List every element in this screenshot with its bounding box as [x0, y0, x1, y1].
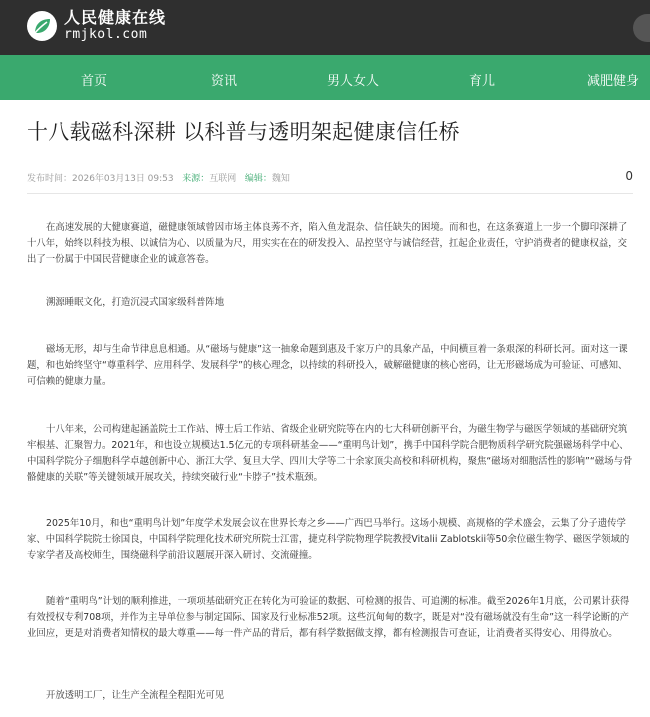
nav-item-parenting[interactable]: 育儿: [469, 74, 496, 89]
search-button[interactable]: [633, 14, 650, 42]
paragraph: 磁场无形，却与生命节律息息相通。从“磁场与健康”这一抽象命题到惠及千家万户的具象产品，中间横亘着一条艰深的科研长河。面对这一课题，和也始终坚守“尊重科学、应用科学、发展科学”的核心理念，以持续的科研投入，破解磁健康的核心密码，让无形磁场成为可验证、可感知、可信赖的健康力量。: [27, 344, 628, 387]
publish-time-label: 发布时间：: [27, 174, 73, 184]
source-label: 来源：: [182, 174, 210, 184]
source-value: 互联网: [209, 174, 237, 184]
paragraph: 2025年10月，和也“重明鸟计划”年度学术发展会议在世界长寿之乡——广西巴马举行。这场小规模、高规格的学术盛会，云集了分子遗传学家、中国科学院院士徐国良，中国科学院理化技术研究所院士江雷，捷克科学院物理学院教授Vitalii Zablotskii等50余位磁生物学、磁医学领域的专家学者及高校师生，围绕磁科学前沿议题展开深入研讨、交流碰撞。: [27, 518, 630, 561]
nav-item-men-women[interactable]: 男人女人: [327, 74, 380, 89]
leaf-icon: [27, 11, 57, 41]
section-heading: 溯源睡眠文化，打造沉浸式国家级科普阵地: [46, 297, 225, 308]
site-name-en: rmjkol.com: [64, 27, 148, 42]
site-name-cn: 人民健康在线: [64, 8, 167, 27]
main-nav: [0, 55, 650, 100]
article-meta: [27, 171, 633, 184]
nav-item-fitness[interactable]: 减肥健身: [587, 74, 640, 89]
nav-item-news[interactable]: 资讯: [211, 74, 238, 89]
editor-value: 魏知: [271, 174, 290, 184]
nav-item-home[interactable]: 首页: [81, 74, 108, 89]
article-title: 十八载磁科深耕 以科普与透明架起健康信任桥: [27, 120, 460, 144]
publish-time: 2026年03月13日 09:53: [72, 174, 174, 184]
site-logo[interactable]: [27, 9, 166, 43]
paragraph: 在高速发展的大健康赛道，磁健康领域曾因市场主体良莠不齐，陷入鱼龙混杂、信任缺失的困境。而和也，在这条赛道上一步一个脚印深耕了十八年，始终以科技为根、以诚信为心、以质量为尺，用实实在在的研发投入、品控坚守与诚信经营，扛起企业责任，守护消费者的健康权益，交出了一份属于中国民营健康企业的诚意答卷。: [27, 222, 628, 265]
top-header: [0, 0, 650, 55]
paragraph: 随着“重明鸟”计划的顺利推进，一项项基础研究正在转化为可验证的数据、可检测的报告、可追溯的标准。截至2026年1月底，公司累计获得有效授权专利708项，并作为主导单位参与制定国际、国家及行业标准52项。这些沉甸甸的数字，既是对“没有磁场就没有生命”这一科学论断的产业回应，更是对消费者知情权的最大尊重——每一件产品的背后，都有科学数据做支撑，都有检测报告可查证，让消费者买得安心、用得放心。: [27, 596, 630, 639]
section-heading: 开放透明工厂，让生产全流程全程阳光可见: [46, 690, 225, 701]
comment-count[interactable]: 0: [625, 169, 633, 183]
meta-divider: [27, 193, 633, 194]
paragraph: 十八年来，公司构建起涵盖院士工作站、博士后工作站、省级企业研究院等在内的七大科研创新平台，为磁生物学与磁医学领域的基础研究筑牢根基、汇聚智力。2021年，和也设立规模达1.5亿元的专项科研基金——“重明鸟计划”，携手中国科学院合肥物质科学研究院强磁场科学中心、中国科学院分子细胞科学卓越创新中心、浙江大学、复旦大学、四川大学等二十余家顶尖高校和科研机构，聚焦“磁场对细胞活性的影响”“磁场与骨骼健康的关联”等关键领域开展攻关，持续突破行业“卡脖子”技术瓶颈。: [27, 424, 633, 483]
editor-label: 编辑：: [244, 174, 272, 184]
